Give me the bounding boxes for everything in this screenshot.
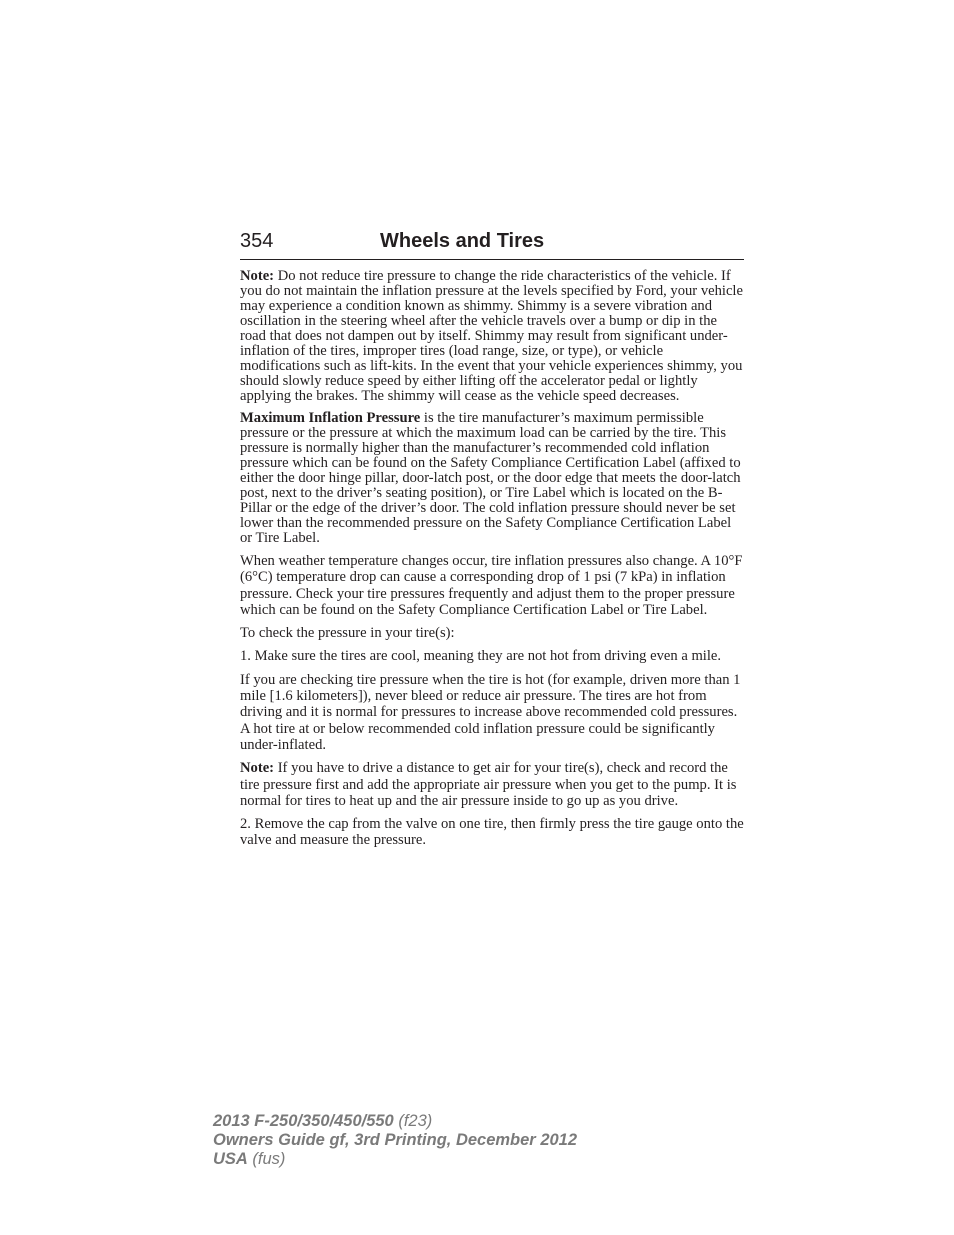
footer-region-line: USA (fus) xyxy=(213,1150,286,1168)
note-label: Note: xyxy=(240,760,275,777)
page-footer xyxy=(213,1112,577,1169)
note-label: Note: xyxy=(240,268,275,284)
footer-guide-line: Owners Guide gf, 3rd Printing, December 2012 xyxy=(213,1131,578,1149)
paragraph-max-inflation: Maximum Inflation Pressure is the tire manufacturer’s maximum permissible pressure or the pressure at which the maximum load can be carried by the tire. This pressure is normally higher than the manufacturer’s recommended cold inflation pressure which can be found on the Safety Compliance Certification Label (affixed to either the door hinge pillar, door-latch post, or the door edge that meets the door-latch post, next to the driver’s seating position), or Tire Label which is located on the B-Pillar or the edge of the driver’s door. The cold inflation pressure should never be set lower than the recommended pressure on the Safety Compliance Certification Label or Tire Label. xyxy=(240,410,741,546)
page-number: 354 xyxy=(240,230,274,252)
paragraph-hot-tire: If you are checking tire pressure when the tire is hot (for example, driven more than 1 mile [1.6 kilometers]), never bleed or reduce air pressure. The tires are hot from driving and it is normal for pressures to increase above recommended cold pressures. A hot tire at or below recommended cold inflation pressure could be significantly under-inflated. xyxy=(240,671,741,753)
footer-model-line: 2013 F-250/350/450/550 (f23) xyxy=(213,1112,433,1130)
paragraph-check-intro: To check the pressure in your tire(s): xyxy=(240,625,455,642)
paragraph-temperature: When weather temperature changes occur, tire inflation pressures also change. A 10°F (6°C) temperature drop can cause a corresponding drop of 1 psi (7 kPa) in inflation pressure. Check your tire pressures frequently and adjust them to the proper pressure which can be found on the Safety Compliance Certification Label or Tire Label. xyxy=(240,553,743,618)
term-label: Maximum Inflation Pressure xyxy=(240,410,421,426)
section-title: Wheels and Tires xyxy=(380,230,545,252)
body-text xyxy=(240,269,744,856)
paragraph-drive-note: Note: If you have to drive a distance to get air for your tire(s), check and record the tire pressure first and add the appropriate air pressure when you get to the pump. It is normal for tires to heat up and the air pressure inside to go up as you drive. xyxy=(240,760,737,809)
paragraph-step-2: 2. Remove the cap from the valve on one tire, then firmly press the tire gauge onto the valve and measure the pressure. xyxy=(240,816,744,849)
paragraph-shimmy-note: Note: Do not reduce tire pressure to change the ride characteristics of the vehicle. If you do not maintain the inflation pressure at the levels specified by Ford, your vehicle may experience a condition known as shimmy. Shimmy is a severe vibration and oscillation in the steering wheel after the vehicle travels over a bump or dip in the road that does not dampen out by itself. Shimmy may result from significant under-inflation of the tires, improper tires (load range, size, or type), or vehicle modifications such as lift-kits. In the event that your vehicle experiences shimmy, you should slowly reduce speed by either lifting off the accelerator pedal or lightly applying the brakes. The shimmy will cease as the vehicle speed decreases. xyxy=(240,268,743,404)
paragraph-step-1: 1. Make sure the tires are cool, meaning they are not hot from driving even a mile. xyxy=(240,648,722,665)
page-header xyxy=(240,229,744,260)
